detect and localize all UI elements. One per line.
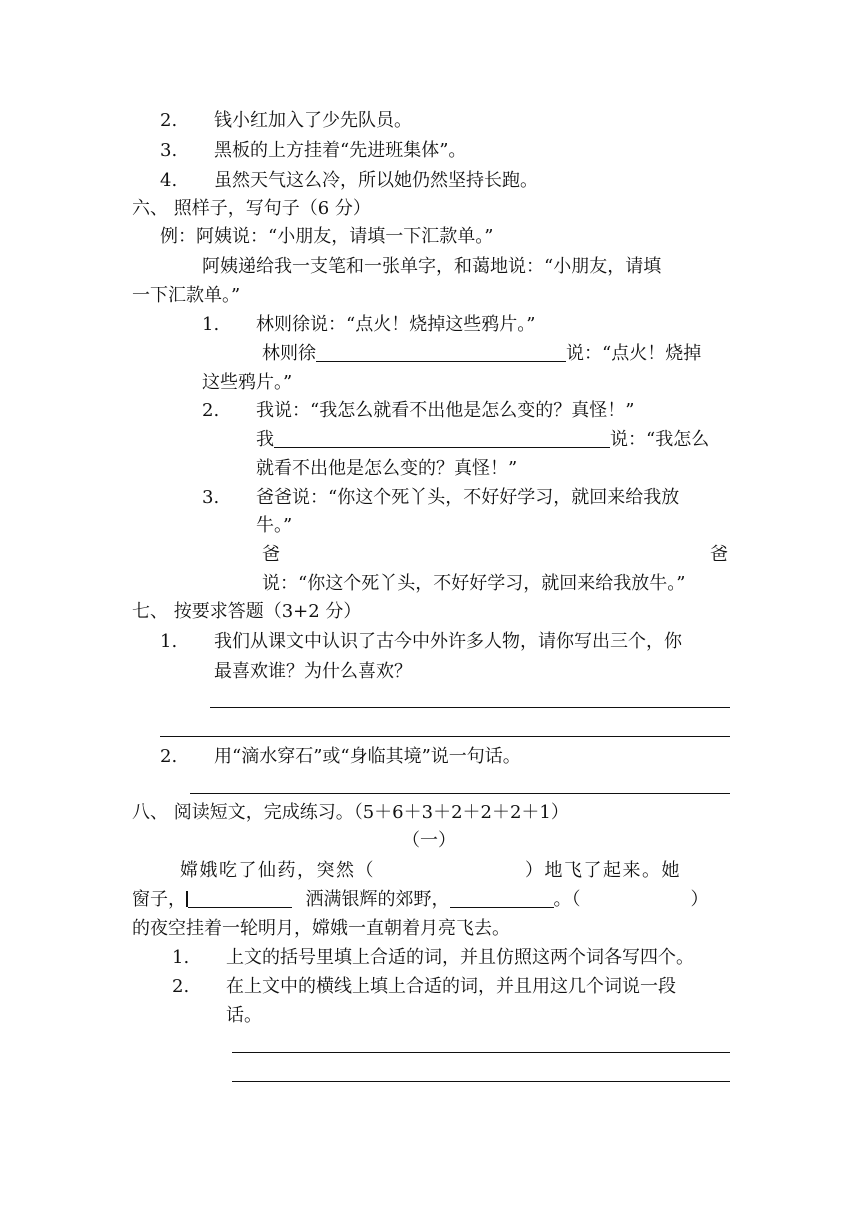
answer-line[interactable] [160,736,730,737]
s7-q1 [160,631,682,653]
passage-line1 [180,860,681,882]
s8-q2-line2: 话。 [226,1005,262,1026]
s8-q2 [172,976,676,998]
answer-line[interactable] [190,793,730,794]
answer-lead: 林则徐 [262,343,316,364]
s6-q1-answer [262,343,701,365]
example-answer-line2: 一下汇款单。” [132,285,241,306]
passage-text: ） [690,889,709,910]
item-text: 我说：“我怎么就看不出他是怎么变的？真怪！” [256,400,635,421]
item-number: 1. [202,314,220,335]
s5-item-4 [160,170,538,192]
item-number: 3. [160,140,178,161]
item-text: 钱小红加入了少先队员。 [214,110,412,131]
answer-blank[interactable] [274,429,610,448]
answer-tail: 说：“我怎么 [610,429,710,450]
item-text: 上文的括号里填上合适的词，并且仿照这两个词各写四个。 [226,947,694,968]
answer-line[interactable] [232,1081,730,1082]
answer-lead: 我 [256,429,274,450]
s6-q3-line2: 牛。” [256,515,293,536]
item-text: 林则徐说：“点火！烧掉这些鸦片。” [256,314,536,335]
item-text: 在上文中的横线上填上合适的词，并且用这几个词说一段 [226,976,676,997]
item-text: 我们从课文中认识了古今中外许多人物，请你写出三个，你 [214,631,682,652]
item-number: 2. [160,110,178,131]
section8-heading: 八、 阅读短文，完成练习。（5＋6＋3＋2＋2＋2＋1） [132,802,569,823]
item-number: 1. [160,631,178,652]
s7-q2 [160,746,521,768]
s5-item-3 [160,140,466,162]
passage-text: 窗子， [132,889,186,910]
passage-subheading: （一） [402,830,456,851]
s6-q3-answer [262,544,728,566]
answer-lead-left: 爸 [262,544,280,565]
s6-q3 [202,487,679,509]
passage-text: 洒满银辉的郊野， [305,889,450,910]
example-label: 例：阿姨说：“小朋友，请填一下汇款单。” [160,226,494,247]
item-number: 1. [172,947,190,968]
passage-text: 嫦娥吃了仙药，突然（ [180,860,375,881]
s7-q1-line2: 最喜欢谁？为什么喜欢？ [214,661,412,682]
passage-text: 。（ [553,889,581,910]
passage-text: ）地飞了起来。她 [525,860,681,881]
item-text: 虽然天气这么冷，所以她仍然坚持长跑。 [214,170,538,191]
s5-item-2 [160,110,412,132]
item-number: 3. [202,487,220,508]
answer-blank[interactable] [316,343,566,362]
answer-tail: 说：“点火！烧掉 [566,343,702,364]
item-number: 2. [202,400,220,421]
item-number: 2. [172,976,190,997]
item-number: 4. [160,170,178,191]
item-text: 用“滴水穿石”或“身临其境”说一句话。 [214,746,521,767]
answer-blank[interactable] [450,889,554,908]
item-number: 2. [160,746,178,767]
answer-blank[interactable] [188,889,292,908]
answer-line[interactable] [210,707,730,708]
s6-q1-cont: 这些鸦片。” [202,372,293,393]
example-answer-line1: 阿姨递给我一支笔和一张单字，和蔼地说：“小朋友，请填 [202,256,662,277]
item-text: 黑板的上方挂着“先进班集体”。 [214,140,467,161]
answer-line[interactable] [232,1052,730,1053]
section7-heading: 七、 按要求答题（3+2 分） [132,601,362,622]
section6-heading: 六、 照样子，写句子（6 分） [132,198,371,219]
s8-q1 [172,947,694,969]
answer-lead-right: 爸 [710,544,728,565]
s6-q2-answer [256,429,709,451]
s6-q1 [202,314,535,336]
passage-line3: 的夜空挂着一轮明月，嫦娥一直朝着月亮飞去。 [132,918,510,939]
passage-line2 [132,889,709,911]
s6-q2 [202,400,634,422]
s6-q3-cont: 说：“你这个死丫头，不好好学习，就回来给我放牛。” [262,573,686,594]
item-text: 爸爸说：“你这个死丫头，不好好学习，就回来给我放 [256,487,680,508]
s6-q2-cont: 就看不出他是怎么变的？真怪！” [256,458,518,479]
